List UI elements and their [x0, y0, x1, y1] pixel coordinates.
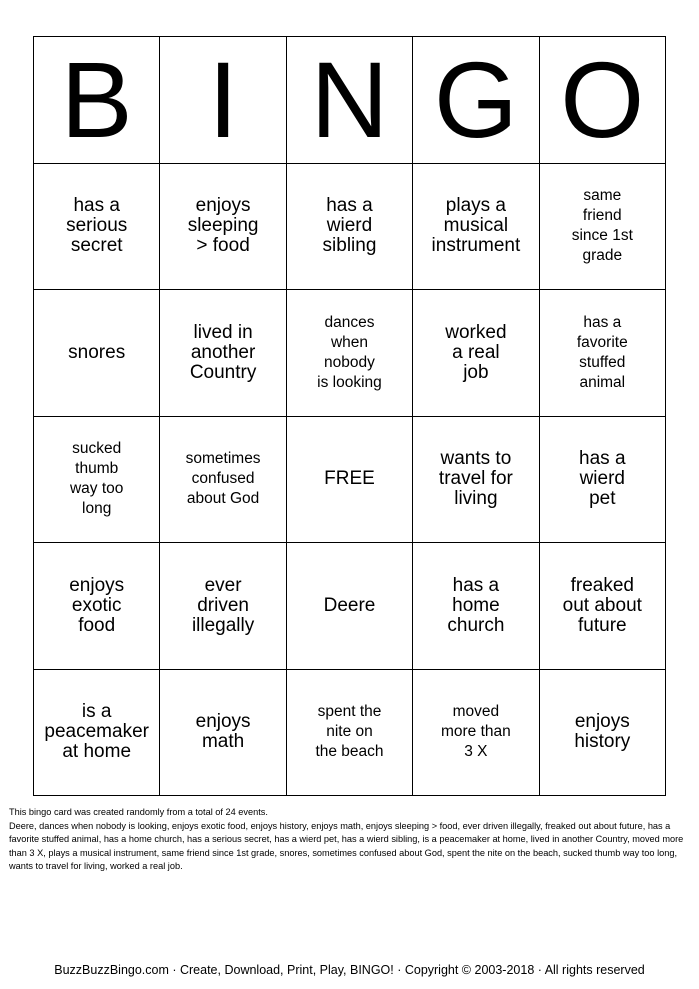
header-letter-n: N: [287, 37, 413, 164]
square-line: plays a: [445, 195, 506, 217]
bingo-square: [287, 543, 413, 670]
square-line: has a: [326, 195, 373, 217]
bingo-square: [160, 290, 286, 417]
square-line: about God: [186, 490, 260, 508]
square-line: moved: [452, 703, 500, 721]
header-letter-g: G: [413, 37, 539, 164]
square-line: job: [463, 361, 489, 383]
bingo-square: [34, 417, 160, 544]
bingo-square: [540, 543, 666, 670]
square-line: enjoys: [195, 711, 251, 733]
note-summary: This bingo card was created randomly from a total of 24 events.: [9, 807, 268, 817]
square-line: driven: [197, 594, 249, 616]
bingo-square: [34, 290, 160, 417]
square-line: the beach: [315, 743, 384, 761]
square-line: math: [201, 731, 245, 753]
square-line: has a: [579, 448, 626, 470]
square-line: animal: [579, 373, 626, 391]
square-line: FREE: [324, 468, 375, 490]
square-line: confused: [191, 470, 255, 488]
bingo-square: [34, 164, 160, 291]
square-line: has a: [73, 195, 120, 217]
square-line: since 1st: [571, 227, 633, 245]
square-line: instrument: [431, 235, 521, 257]
bingo-square: [540, 670, 666, 797]
square-line: grade: [582, 247, 623, 265]
square-line: same: [583, 187, 622, 205]
square-line: > food: [196, 235, 250, 257]
bingo-square: [160, 670, 286, 797]
square-line: Deere: [323, 594, 376, 616]
bingo-square: [413, 164, 539, 291]
header-letter-o: O: [540, 37, 666, 164]
square-line: sibling: [322, 235, 377, 257]
square-line: peacemaker: [44, 721, 149, 743]
square-line: more than: [440, 723, 511, 741]
bingo-square: [540, 164, 666, 291]
square-line: long: [82, 500, 112, 518]
bingo-square: [413, 290, 539, 417]
square-line: wierd: [326, 215, 373, 237]
square-line: has a: [452, 574, 500, 596]
square-line: nobody: [324, 353, 375, 371]
square-line: travel for: [438, 468, 513, 490]
square-line: lived in: [193, 321, 253, 343]
header-letter-b: B: [34, 37, 160, 164]
bingo-square: [160, 417, 286, 544]
bingo-square: [540, 290, 666, 417]
square-line: secret: [70, 235, 123, 257]
square-line: worked: [445, 321, 507, 343]
square-line: wierd: [579, 468, 625, 490]
square-line: enjoys: [574, 711, 630, 733]
square-line: sleeping: [187, 215, 259, 237]
card-note: [9, 806, 691, 874]
square-line: wants to: [440, 448, 512, 470]
square-line: spent the: [317, 703, 382, 721]
bingo-square: [160, 164, 286, 291]
square-line: ever: [204, 574, 242, 596]
square-line: when: [330, 333, 369, 351]
square-line: enjoys: [69, 574, 125, 596]
square-line: musical: [443, 215, 509, 237]
square-line: 3 X: [464, 743, 488, 761]
square-line: serious: [66, 215, 128, 237]
square-line: has a: [583, 313, 622, 331]
square-line: stuffed: [579, 353, 626, 371]
bingo-square: [34, 670, 160, 797]
square-line: exotic: [71, 594, 122, 616]
square-line: Country: [189, 361, 257, 383]
square-line: nite on: [326, 723, 373, 741]
square-line: another: [190, 341, 256, 363]
square-line: freaked: [570, 574, 634, 596]
square-line: favorite: [576, 333, 628, 351]
square-line: pet: [589, 488, 616, 510]
square-line: dances: [324, 313, 375, 331]
square-line: is looking: [317, 373, 382, 391]
square-line: living: [454, 488, 498, 510]
page-footer: BuzzBuzzBingo.com · Create, Download, Print, Play, BINGO! · Copyright © 2003-2018 · All rights reserved: [54, 963, 645, 977]
bingo-card: [33, 36, 666, 796]
header-letter-i: I: [160, 37, 286, 164]
bingo-square: [540, 417, 666, 544]
square-line: out about: [562, 594, 642, 616]
note-event-list: Deere, dances when nobody is looking, enjoys exotic food, enjoys history, enjoys math, enjoys sleeping > food, ever driven illegally, freaked out about future, has a favorite stuffed animal, has a home church, has a serious secret, has a wierd pet, has a wierd sibling, is a peacemaker at home, lived in another Country, moved more than 3 X, plays a musical instrument, same friend since 1st grade, snores, sometimes confused about God, spent the nite on the beach, sucked thumb way too long, wants to travel for living, worked a real job.: [9, 820, 684, 871]
square-line: enjoys: [195, 195, 251, 217]
square-line: thumb: [75, 460, 119, 478]
bingo-square: [160, 543, 286, 670]
free-square: [287, 417, 413, 544]
bingo-square: [413, 670, 539, 797]
bingo-square: [287, 164, 413, 291]
square-line: sucked: [72, 440, 122, 458]
square-line: friend: [582, 207, 622, 225]
square-line: sometimes: [185, 450, 261, 468]
bingo-square: [34, 543, 160, 670]
bingo-square: [413, 543, 539, 670]
bingo-square: [287, 290, 413, 417]
square-line: snores: [68, 341, 126, 363]
square-line: food: [78, 614, 116, 636]
square-line: way too: [69, 480, 124, 498]
square-line: is a: [81, 701, 112, 723]
square-line: a real: [452, 341, 500, 363]
square-line: future: [578, 614, 627, 636]
square-line: history: [574, 731, 631, 753]
square-line: at home: [62, 741, 132, 763]
square-line: church: [447, 614, 505, 636]
square-line: illegally: [191, 614, 255, 636]
bingo-square: [287, 670, 413, 797]
bingo-square: [413, 417, 539, 544]
square-line: home: [452, 594, 500, 616]
